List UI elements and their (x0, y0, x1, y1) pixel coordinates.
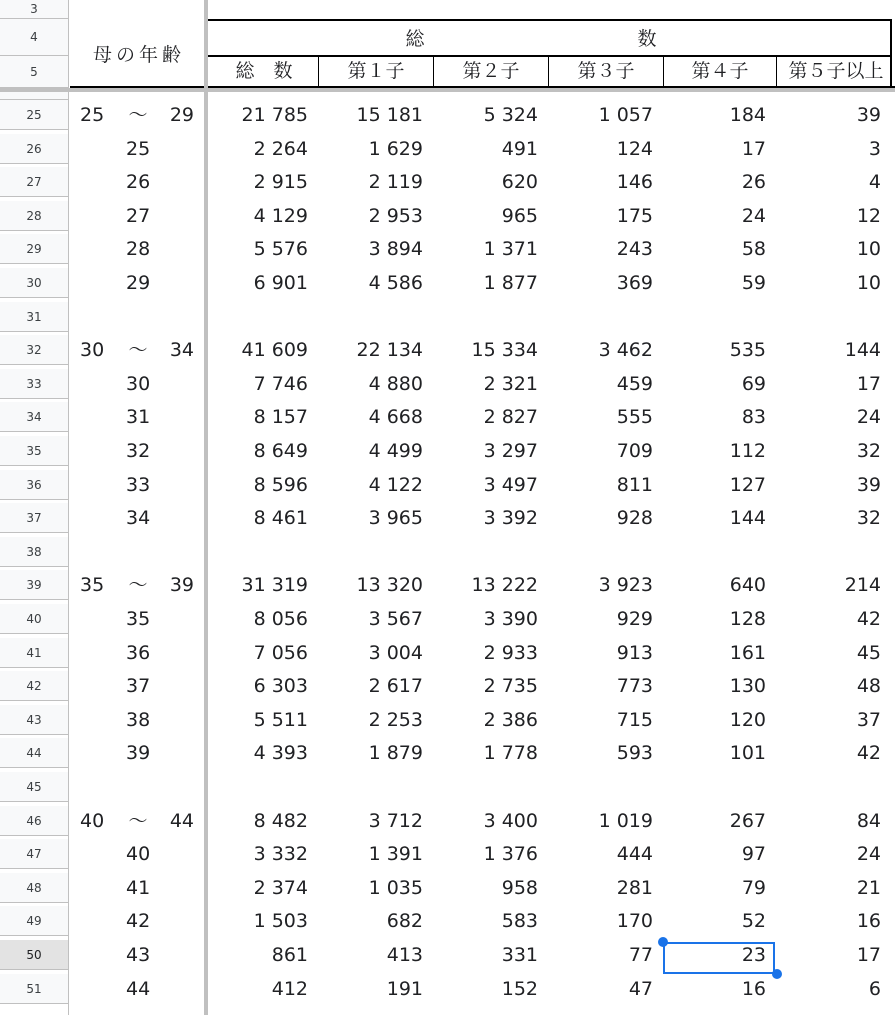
value-cell-fifth-plus[interactable]: 21 (856, 877, 881, 899)
value-cell-third-child[interactable]: 1 057 (598, 104, 653, 126)
age-cell[interactable]: 42 (126, 910, 151, 932)
col-header-second-child[interactable]: 第２子 (462, 60, 520, 82)
value-cell-total[interactable]: 8 157 (253, 406, 308, 428)
age-cell[interactable]: 30 (126, 373, 151, 395)
value-cell-total[interactable]: 8 482 (253, 810, 308, 832)
cell-selection[interactable] (663, 942, 775, 974)
value-cell-second-child[interactable]: 331 (501, 944, 538, 966)
header-mid-border (208, 55, 892, 57)
value-cell-second-child[interactable]: 3 297 (483, 440, 538, 462)
value-cell-fourth-child[interactable]: 17 (741, 138, 766, 160)
value-cell-fifth-plus[interactable]: 144 (844, 339, 881, 361)
row-number-4[interactable]: 4 (0, 19, 68, 56)
value-cell-total[interactable]: 7 056 (253, 642, 308, 664)
row-number-51[interactable]: 51 (0, 974, 68, 1004)
value-cell-fourth-child[interactable]: 52 (741, 910, 766, 932)
value-cell-fourth-child[interactable]: 59 (741, 272, 766, 294)
age-range-from[interactable]: 30 (80, 339, 105, 361)
value-cell-fourth-child[interactable]: 128 (729, 608, 766, 630)
value-cell-fifth-plus[interactable]: 39 (856, 474, 881, 496)
row-number-42[interactable]: 42 (0, 671, 68, 701)
value-cell-first-child[interactable]: 191 (386, 978, 423, 1000)
value-cell-total[interactable]: 4 129 (253, 205, 308, 227)
value-cell-total[interactable]: 41 609 (241, 339, 308, 361)
col-divider-3 (548, 56, 549, 87)
age-cell[interactable]: 33 (126, 474, 151, 496)
value-cell-first-child[interactable]: 3 965 (368, 507, 423, 529)
value-cell-second-child[interactable]: 958 (501, 877, 538, 899)
value-cell-fifth-plus[interactable]: 214 (844, 574, 881, 596)
value-cell-fifth-plus[interactable]: 24 (856, 843, 881, 865)
age-cell[interactable]: 44 (126, 978, 151, 1000)
value-cell-third-child[interactable]: 444 (616, 843, 653, 865)
value-cell-second-child[interactable]: 1 376 (483, 843, 538, 865)
col-divider-2 (433, 56, 434, 87)
value-cell-third-child[interactable]: 459 (616, 373, 653, 395)
value-cell-fifth-plus[interactable]: 32 (856, 440, 881, 462)
value-cell-second-child[interactable]: 2 827 (483, 406, 538, 428)
value-cell-first-child[interactable]: 2 253 (368, 709, 423, 731)
value-cell-third-child[interactable]: 175 (616, 205, 653, 227)
age-cell[interactable]: 36 (126, 642, 151, 664)
value-cell-second-child[interactable]: 152 (501, 978, 538, 1000)
age-cell[interactable]: 43 (126, 944, 151, 966)
value-cell-total[interactable]: 2 374 (253, 877, 308, 899)
value-cell-fifth-plus[interactable]: 84 (856, 810, 881, 832)
col-header-first-child[interactable]: 第１子 (347, 60, 405, 82)
row-number-45[interactable]: 45 (0, 772, 68, 802)
age-cell[interactable]: 27 (126, 205, 151, 227)
row-number-30[interactable]: 30 (0, 268, 68, 298)
header-top-border (208, 19, 892, 21)
value-cell-third-child[interactable]: 928 (616, 507, 653, 529)
row-number-39[interactable]: 39 (0, 570, 68, 600)
value-cell-fifth-plus[interactable]: 42 (856, 742, 881, 764)
value-cell-second-child[interactable]: 3 392 (483, 507, 538, 529)
row-number-47[interactable]: 47 (0, 839, 68, 869)
value-cell-third-child[interactable]: 170 (616, 910, 653, 932)
age-range-tilde: ～ (128, 104, 148, 126)
value-cell-second-child[interactable]: 1 371 (483, 238, 538, 260)
value-cell-second-child[interactable]: 2 321 (483, 373, 538, 395)
value-cell-first-child[interactable]: 3 712 (368, 810, 423, 832)
value-cell-total[interactable]: 8 461 (253, 507, 308, 529)
age-cell[interactable]: 39 (126, 742, 151, 764)
value-cell-total[interactable]: 2 915 (253, 171, 308, 193)
value-cell-second-child[interactable]: 620 (501, 171, 538, 193)
value-cell-first-child[interactable]: 4 880 (368, 373, 423, 395)
value-cell-fourth-child[interactable]: 79 (741, 877, 766, 899)
row-number-36[interactable]: 36 (0, 470, 68, 500)
value-cell-fourth-child[interactable]: 120 (729, 709, 766, 731)
value-cell-fifth-plus[interactable]: 3 (868, 138, 881, 160)
value-cell-first-child[interactable]: 15 181 (356, 104, 423, 126)
value-cell-first-child[interactable]: 4 586 (368, 272, 423, 294)
value-cell-first-child[interactable]: 1 629 (368, 138, 423, 160)
value-cell-fourth-child[interactable]: 69 (741, 373, 766, 395)
value-cell-third-child[interactable]: 715 (616, 709, 653, 731)
value-cell-fifth-plus[interactable]: 4 (868, 171, 881, 193)
value-cell-third-child[interactable]: 3 462 (598, 339, 653, 361)
value-cell-fifth-plus[interactable]: 10 (856, 238, 881, 260)
row-number-28[interactable]: 28 (0, 201, 68, 231)
value-cell-fifth-plus[interactable]: 24 (856, 406, 881, 428)
value-cell-third-child[interactable]: 146 (616, 171, 653, 193)
age-cell[interactable]: 28 (126, 238, 151, 260)
value-cell-total[interactable]: 1 503 (253, 910, 308, 932)
value-cell-fourth-child[interactable]: 83 (741, 406, 766, 428)
value-cell-fifth-plus[interactable]: 39 (856, 104, 881, 126)
row-number-25[interactable]: 25 (0, 100, 68, 130)
value-cell-fifth-plus[interactable]: 45 (856, 642, 881, 664)
value-cell-third-child[interactable]: 593 (616, 742, 653, 764)
value-cell-fourth-child[interactable]: 640 (729, 574, 766, 596)
age-range-tilde: ～ (128, 810, 148, 832)
age-range-to[interactable]: 39 (169, 574, 194, 596)
row-number-43[interactable]: 43 (0, 705, 68, 735)
value-cell-total[interactable]: 5 576 (253, 238, 308, 260)
row-number-32[interactable]: 32 (0, 335, 68, 365)
row-number-41[interactable]: 41 (0, 638, 68, 668)
age-header[interactable]: 母の年齢 (92, 44, 185, 66)
group-header-char-1[interactable]: 総 (405, 28, 425, 50)
age-range-from[interactable]: 40 (80, 810, 105, 832)
age-cell[interactable]: 32 (126, 440, 151, 462)
value-cell-fifth-plus[interactable]: 17 (856, 373, 881, 395)
value-cell-third-child[interactable]: 243 (616, 238, 653, 260)
value-cell-fourth-child[interactable]: 58 (741, 238, 766, 260)
value-cell-fourth-child[interactable]: 101 (729, 742, 766, 764)
age-range-to[interactable]: 29 (169, 104, 194, 126)
value-cell-total[interactable]: 412 (271, 978, 308, 1000)
row-number-37[interactable]: 37 (0, 503, 68, 533)
value-cell-first-child[interactable]: 1 035 (368, 877, 423, 899)
value-cell-first-child[interactable]: 22 134 (356, 339, 423, 361)
value-cell-second-child[interactable]: 491 (501, 138, 538, 160)
age-range-tilde: ～ (128, 339, 148, 361)
value-cell-first-child[interactable]: 2 617 (368, 675, 423, 697)
value-cell-third-child[interactable]: 77 (628, 944, 653, 966)
value-cell-total[interactable]: 7 746 (253, 373, 308, 395)
value-cell-fourth-child[interactable]: 130 (729, 675, 766, 697)
row-number-48[interactable]: 48 (0, 873, 68, 903)
header-right-border (890, 19, 892, 87)
row-number-27[interactable]: 27 (0, 167, 68, 197)
col-header-fourth-child[interactable]: 第４子 (691, 60, 749, 82)
value-cell-third-child[interactable]: 281 (616, 877, 653, 899)
age-cell[interactable]: 29 (126, 272, 151, 294)
group-header-char-2[interactable]: 数 (637, 28, 657, 50)
value-cell-fourth-child[interactable]: 535 (729, 339, 766, 361)
value-cell-first-child[interactable]: 1 391 (368, 843, 423, 865)
age-cell[interactable]: 31 (126, 406, 151, 428)
value-cell-second-child[interactable]: 5 324 (483, 104, 538, 126)
value-cell-third-child[interactable]: 709 (616, 440, 653, 462)
value-cell-fourth-child[interactable]: 127 (729, 474, 766, 496)
value-cell-second-child[interactable]: 2 933 (483, 642, 538, 664)
value-cell-fifth-plus[interactable]: 6 (868, 978, 881, 1000)
value-cell-second-child[interactable]: 15 334 (471, 339, 538, 361)
value-cell-fifth-plus[interactable]: 37 (856, 709, 881, 731)
value-cell-fifth-plus[interactable]: 32 (856, 507, 881, 529)
row-number-40[interactable]: 40 (0, 604, 68, 634)
row-number-50[interactable]: 50 (0, 940, 68, 970)
value-cell-first-child[interactable]: 4 499 (368, 440, 423, 462)
value-cell-fifth-plus[interactable]: 42 (856, 608, 881, 630)
value-cell-third-child[interactable]: 124 (616, 138, 653, 160)
value-cell-third-child[interactable]: 555 (616, 406, 653, 428)
selection-handle-top-left[interactable] (658, 937, 668, 947)
value-cell-total[interactable]: 31 319 (241, 574, 308, 596)
value-cell-fourth-child[interactable]: 24 (741, 205, 766, 227)
value-cell-first-child[interactable]: 682 (386, 910, 423, 932)
value-cell-second-child[interactable]: 13 222 (471, 574, 538, 596)
value-cell-first-child[interactable]: 2 953 (368, 205, 423, 227)
value-cell-total[interactable]: 6 303 (253, 675, 308, 697)
age-cell[interactable]: 41 (126, 877, 151, 899)
row-number-35[interactable]: 35 (0, 436, 68, 466)
selection-handle-bottom-right[interactable] (772, 969, 782, 979)
value-cell-fourth-child[interactable]: 267 (729, 810, 766, 832)
age-cell[interactable]: 26 (126, 171, 151, 193)
col-divider-5 (776, 56, 777, 87)
col-divider-1 (318, 56, 319, 87)
row-number-46[interactable]: 46 (0, 806, 68, 836)
age-range-from[interactable]: 25 (80, 104, 105, 126)
value-cell-fifth-plus[interactable]: 10 (856, 272, 881, 294)
value-cell-first-child[interactable]: 4 668 (368, 406, 423, 428)
row-number-29[interactable]: 29 (0, 234, 68, 264)
value-cell-total[interactable]: 8 056 (253, 608, 308, 630)
value-cell-second-child[interactable]: 2 735 (483, 675, 538, 697)
col-divider-4 (663, 56, 664, 87)
value-cell-fourth-child[interactable]: 23 (741, 944, 766, 966)
row-number-33[interactable]: 33 (0, 369, 68, 399)
age-cell[interactable]: 25 (126, 138, 151, 160)
value-cell-second-child[interactable]: 3 400 (483, 810, 538, 832)
age-cell[interactable]: 38 (126, 709, 151, 731)
age-range-to[interactable]: 44 (169, 810, 194, 832)
value-cell-fourth-child[interactable]: 16 (741, 978, 766, 1000)
value-cell-first-child[interactable]: 13 320 (356, 574, 423, 596)
age-cell[interactable]: 35 (126, 608, 151, 630)
col-header-third-child[interactable]: 第３子 (577, 60, 635, 82)
value-cell-second-child[interactable]: 2 386 (483, 709, 538, 731)
value-cell-third-child[interactable]: 369 (616, 272, 653, 294)
value-cell-total[interactable]: 5 511 (253, 709, 308, 731)
value-cell-third-child[interactable]: 913 (616, 642, 653, 664)
value-cell-second-child[interactable]: 1 877 (483, 272, 538, 294)
col-header-fifth-plus[interactable]: 第５子以上 (788, 60, 884, 82)
value-cell-fourth-child[interactable]: 184 (729, 104, 766, 126)
value-cell-fourth-child[interactable]: 161 (729, 642, 766, 664)
row-number-5[interactable]: 5 (0, 56, 68, 88)
frozen-row-divider (0, 88, 895, 92)
value-cell-second-child[interactable]: 1 778 (483, 742, 538, 764)
value-cell-first-child[interactable]: 3 004 (368, 642, 423, 664)
value-cell-second-child[interactable]: 965 (501, 205, 538, 227)
age-cell[interactable]: 40 (126, 843, 151, 865)
value-cell-third-child[interactable]: 929 (616, 608, 653, 630)
value-cell-total[interactable]: 6 901 (253, 272, 308, 294)
age-cell[interactable]: 37 (126, 675, 151, 697)
age-range-to[interactable]: 34 (169, 339, 194, 361)
value-cell-first-child[interactable]: 3 567 (368, 608, 423, 630)
value-cell-second-child[interactable]: 3 390 (483, 608, 538, 630)
age-cell[interactable]: 34 (126, 507, 151, 529)
row-number-spacer (0, 92, 68, 100)
value-cell-first-child[interactable]: 4 122 (368, 474, 423, 496)
value-cell-second-child[interactable]: 583 (501, 910, 538, 932)
age-range-tilde: ～ (128, 574, 148, 596)
value-cell-total[interactable]: 8 596 (253, 474, 308, 496)
value-cell-third-child[interactable]: 773 (616, 675, 653, 697)
col-header-total[interactable]: 総 数 (235, 60, 293, 82)
value-cell-first-child[interactable]: 413 (386, 944, 423, 966)
value-cell-third-child[interactable]: 47 (628, 978, 653, 1000)
row-number-34[interactable]: 34 (0, 402, 68, 432)
value-cell-total[interactable]: 4 393 (253, 742, 308, 764)
row-number-49[interactable]: 49 (0, 906, 68, 936)
value-cell-total[interactable]: 8 649 (253, 440, 308, 462)
value-cell-second-child[interactable]: 3 497 (483, 474, 538, 496)
value-cell-fourth-child[interactable]: 112 (729, 440, 766, 462)
row-header-border (68, 0, 69, 1015)
value-cell-third-child[interactable]: 3 923 (598, 574, 653, 596)
row-number-31[interactable]: 31 (0, 302, 68, 332)
value-cell-fifth-plus[interactable]: 16 (856, 910, 881, 932)
row-number-38[interactable]: 38 (0, 537, 68, 567)
value-cell-first-child[interactable]: 1 879 (368, 742, 423, 764)
value-cell-fifth-plus[interactable]: 48 (856, 675, 881, 697)
value-cell-first-child[interactable]: 3 894 (368, 238, 423, 260)
age-range-from[interactable]: 35 (80, 574, 105, 596)
row-number-3[interactable]: 3 (0, 0, 68, 19)
value-cell-third-child[interactable]: 811 (616, 474, 653, 496)
value-cell-fourth-child[interactable]: 144 (729, 507, 766, 529)
value-cell-fifth-plus[interactable]: 12 (856, 205, 881, 227)
value-cell-fifth-plus[interactable]: 17 (856, 944, 881, 966)
value-cell-third-child[interactable]: 1 019 (598, 810, 653, 832)
row-number-26[interactable]: 26 (0, 134, 68, 164)
value-cell-fourth-child[interactable]: 26 (741, 171, 766, 193)
row-number-44[interactable]: 44 (0, 738, 68, 768)
value-cell-fourth-child[interactable]: 97 (741, 843, 766, 865)
value-cell-first-child[interactable]: 2 119 (368, 171, 423, 193)
frozen-column-divider (204, 0, 208, 1015)
value-cell-total[interactable]: 2 264 (253, 138, 308, 160)
value-cell-total[interactable]: 3 332 (253, 843, 308, 865)
value-cell-total[interactable]: 861 (271, 944, 308, 966)
value-cell-total[interactable]: 21 785 (241, 104, 308, 126)
